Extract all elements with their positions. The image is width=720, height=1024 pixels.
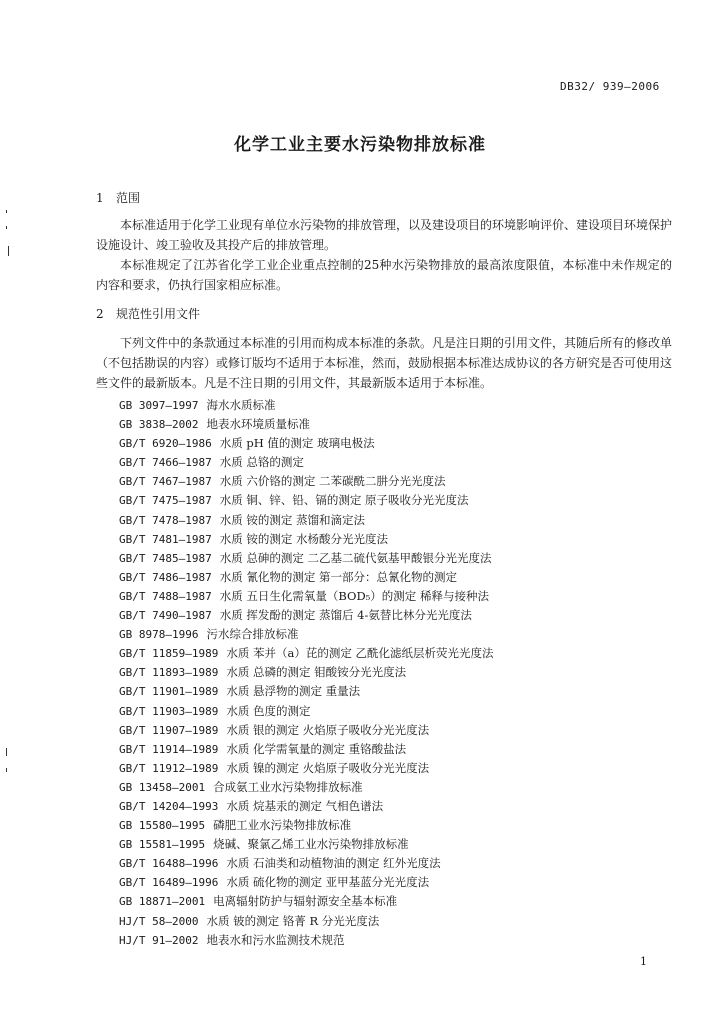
reference-item: [119, 644, 494, 663]
section-2-heading: [96, 305, 200, 322]
reference-code: GB/T 11914—1989: [119, 742, 219, 756]
reference-item: [119, 721, 494, 740]
reference-title: 水质 悬浮物的测定 重量法: [226, 684, 361, 699]
reference-code: GB/T 14204—1993: [119, 799, 219, 813]
reference-title: 污水综合排放标准: [206, 627, 299, 642]
reference-item: [119, 453, 494, 472]
reference-title: 水质 铍的测定 铬菁 R 分光光度法: [206, 913, 380, 928]
reference-list: [119, 396, 494, 950]
reference-item: [119, 625, 494, 644]
reference-title: 电离辐射防护与辐射源安全基本标准: [213, 894, 398, 909]
reference-title: 水质 苯并（a）芘的测定 乙酰化滤纸层析荧光光度法: [226, 646, 494, 661]
reference-item: [119, 663, 494, 682]
section-number: 1: [96, 191, 104, 205]
reference-item: [119, 530, 494, 549]
section-heading-text: 范围: [116, 191, 141, 205]
reference-code: HJ/T 58—2000: [119, 914, 199, 928]
reference-code: GB/T 11912—1989: [119, 761, 219, 775]
reference-code: GB/T 11893—1989: [119, 666, 219, 680]
reference-code: GB 13458—2001: [119, 780, 206, 794]
reference-title: 地表水环境质量标准: [206, 417, 310, 432]
reference-title: 水质 铜、锌、铅、镉的测定 原子吸收分光光度法: [219, 493, 469, 508]
reference-title: 水质 总铬的测定: [219, 455, 304, 470]
reference-code: GB 3097—1997: [119, 399, 199, 412]
reference-title: 水质 pH 值的测定 玻璃电极法: [219, 436, 375, 451]
reference-item: [119, 396, 494, 415]
reference-title: 水质 烷基汞的测定 气相色谱法: [226, 798, 384, 813]
reference-title: 磷肥工业水污染物排放标准: [213, 818, 352, 833]
reference-title: 水质 色度的测定: [226, 703, 311, 718]
reference-code: GB/T 7466—1987: [119, 456, 212, 470]
reference-title: 水质 氰化物的测定 第一部分：总氰化物的测定: [219, 569, 458, 584]
reference-item: [119, 873, 494, 892]
reference-code: GB/T 11907—1989: [119, 723, 219, 737]
section-1-paragraph-1: 本标准适用于化学工业现有单位水污染物的排放管理，以及建设项目的环境影响评价、建设项目环境保护设施设计、竣工验收及其投产后的排放管理。: [96, 218, 673, 252]
reference-item: [119, 434, 494, 453]
section-1-heading: [96, 189, 140, 206]
reference-code: GB/T 16489—1996: [119, 876, 219, 890]
reference-code: GB/T 7490—1987: [119, 609, 212, 623]
scan-mark: [8, 246, 9, 256]
reference-title: 水质 铵的测定 水杨酸分光光度法: [219, 531, 389, 546]
reference-title: 水质 总磷的测定 钼酸铵分光光度法: [226, 665, 407, 680]
reference-title: 水质 总砷的测定 二乙基二硫代氨基甲酸银分光光度法: [219, 550, 492, 565]
reference-item: [119, 912, 494, 931]
reference-item: [119, 778, 494, 797]
reference-code: GB/T 7475—1987: [119, 494, 212, 508]
reference-title: 水质 挥发酚的测定 蒸馏后 4-氨替比林分光光度法: [219, 608, 472, 623]
scan-mark: [6, 748, 7, 756]
reference-item: [119, 568, 494, 587]
reference-item: [119, 587, 494, 606]
page-title: 化学工业主要水污染物排放标准: [234, 135, 486, 155]
reference-code: GB 3838—2002: [119, 418, 199, 432]
section-1-paragraph-2: 本标准规定了江苏省化学工业企业重点控制的25种水污染物排放的最高浓度限值，本标准中未作规定的内容和要求，仍执行国家相应标准。: [96, 258, 672, 292]
section-2-paragraph-1: 下列文件中的条款通过本标准的引用而构成本标准的条款。凡是注日期的引用文件，其随后所有的修改单（不包括勘误的内容）或修订版均不适用于本标准，然而，鼓励根据本标准达成协议的各方研究是否可使用这些文件的最新版本。凡是不注日期的引用文件，其最新版本适用于本标准。: [96, 336, 673, 390]
section-number: 2: [96, 307, 104, 321]
reference-item: [119, 606, 494, 625]
reference-code: GB 15580—1995: [119, 819, 206, 833]
reference-title: 水质 五日生化需氧量（BOD₅）的测定 稀释与接种法: [219, 588, 489, 603]
reference-item: [119, 549, 494, 568]
scan-mark: [6, 768, 7, 772]
reference-title: 烧碱、聚氯乙烯工业水污染物排放标准: [213, 837, 409, 852]
reference-item: [119, 682, 494, 701]
reference-item: [119, 797, 494, 816]
page-number: 1: [640, 955, 647, 968]
reference-item: [119, 740, 494, 759]
reference-code: HJ/T 91—2002: [119, 933, 199, 947]
reference-item: [119, 892, 494, 911]
reference-code: GB/T 11903—1989: [119, 704, 219, 718]
reference-code: GB/T 7481—1987: [119, 532, 212, 546]
reference-code: GB/T 7485—1987: [119, 551, 212, 565]
reference-item: [119, 511, 494, 530]
reference-title: 地表水和污水监测技术规范: [206, 932, 345, 947]
reference-code: GB 15581—1995: [119, 838, 206, 852]
reference-code: GB/T 11901—1989: [119, 685, 219, 699]
reference-code: GB/T 7486—1987: [119, 570, 212, 584]
reference-title: 水质 硫化物的测定 亚甲基蓝分光光度法: [226, 875, 430, 890]
reference-item: [119, 472, 494, 491]
reference-item: [119, 491, 494, 510]
scan-mark: [6, 210, 7, 213]
reference-title: 水质 六价铬的测定 二苯碳酰二肼分光光度法: [219, 474, 446, 489]
reference-title: 水质 银的测定 火焰原子吸收分光光度法: [226, 722, 430, 737]
reference-code: GB/T 7488—1987: [119, 589, 212, 603]
reference-item: [119, 931, 494, 950]
document-number: DB32/ 939—2006: [560, 80, 660, 93]
reference-code: GB 8978—1996: [119, 628, 199, 642]
reference-code: GB/T 16488—1996: [119, 857, 219, 871]
reference-code: GB/T 11859—1989: [119, 647, 219, 661]
reference-code: GB 18871—2001: [119, 895, 206, 909]
scan-mark: [6, 226, 7, 229]
section-heading-text: 规范性引用文件: [116, 307, 201, 321]
reference-item: [119, 854, 494, 873]
reference-item: [119, 835, 494, 854]
reference-code: GB/T 6920—1986: [119, 437, 212, 451]
reference-item: [119, 759, 494, 778]
reference-title: 水质 铵的测定 蒸馏和滴定法: [219, 512, 366, 527]
reference-title: 海水水质标准: [206, 398, 276, 412]
reference-item: [119, 816, 494, 835]
reference-title: 水质 化学需氧量的测定 重铬酸盐法: [226, 741, 407, 756]
reference-item: [119, 702, 494, 721]
reference-title: 水质 镍的测定 火焰原子吸收分光光度法: [226, 760, 430, 775]
reference-item: [119, 415, 494, 434]
reference-code: GB/T 7478—1987: [119, 513, 212, 527]
reference-code: GB/T 7467—1987: [119, 475, 212, 489]
reference-title: 水质 石油类和动植物油的测定 红外光度法: [226, 856, 441, 871]
reference-title: 合成氨工业水污染物排放标准: [213, 779, 363, 794]
